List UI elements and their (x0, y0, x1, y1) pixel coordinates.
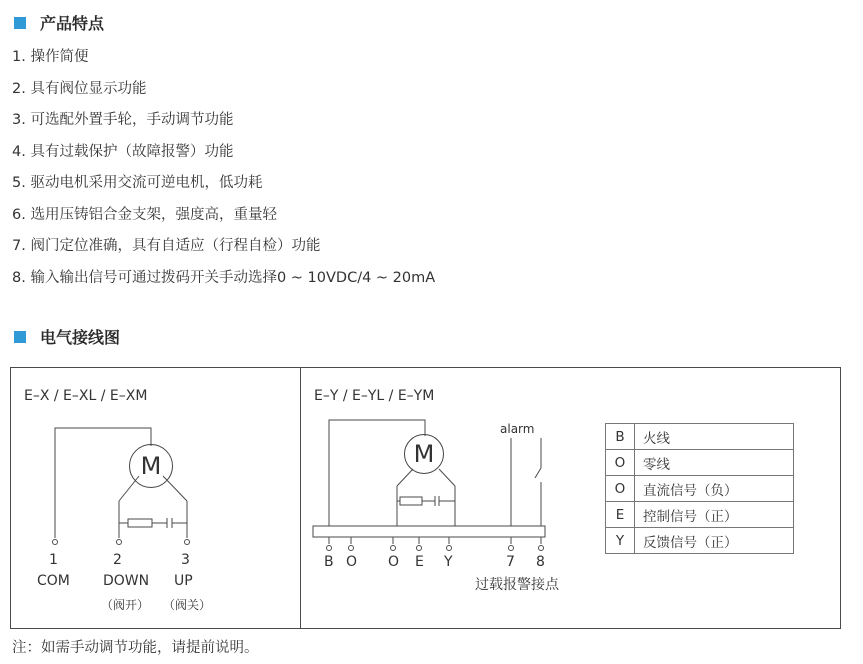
feature-item: 3. 可选配外置手轮，手动调节功能 (12, 112, 234, 128)
table-row: E 控制信号（正） (606, 502, 794, 528)
terminal-number: 3 (181, 552, 190, 568)
feature-item: 6. 选用压铸铝合金支架，强度高，重量轻 (12, 206, 277, 223)
signal-table (605, 423, 794, 554)
features-list (12, 42, 435, 294)
motor-symbol: M (129, 444, 173, 488)
features-heading: 产品特点 (14, 11, 104, 34)
terminal-label: UP (174, 573, 193, 589)
alarm-caption: 过载报警接点 (475, 577, 559, 593)
motor-symbol: M (404, 434, 444, 474)
terminal-label: O (346, 554, 358, 570)
table-row: O 直流信号（负） (606, 476, 794, 502)
feature-item: 1. 操作简便 (12, 49, 89, 65)
right-panel-title: E–Y / E–YL / E–YM (314, 388, 435, 404)
terminal-label: E (415, 554, 424, 570)
terminal-label: COM (37, 573, 70, 589)
table-row: Y 反馈信号（正） (606, 528, 794, 554)
terminal-label: O (388, 554, 400, 570)
table-row: B 火线 (606, 424, 794, 450)
feature-item: 4. 具有过载保护（故障报警）功能 (12, 143, 234, 160)
terminal-number: 2 (113, 552, 122, 568)
terminal-number: 1 (49, 552, 58, 568)
terminal-label: Y (444, 554, 453, 570)
terminal-sublabel: （阀关） (163, 598, 212, 612)
left-panel-title: E–X / E–XL / E–XM (24, 388, 148, 404)
wiring-diagram (10, 367, 841, 629)
blue-square-icon (14, 331, 26, 343)
alarm-label: alarm (500, 422, 535, 436)
footnote: 注：如需手动调节功能，请提前说明。 (12, 640, 259, 656)
wiring-heading: 电气接线图 (14, 325, 120, 348)
feature-item: 2. 具有阀位显示功能 (12, 80, 147, 97)
terminal-label: DOWN (103, 573, 150, 589)
feature-item: 7. 阀门定位准确，具有自适应（行程自检）功能 (12, 238, 321, 254)
table-row: O 零线 (606, 450, 794, 476)
terminal-label: B (324, 554, 334, 570)
feature-item: 8. 输入输出信号可通过拨码开关手动选择0 ~ 10VDC/4 ~ 20mA (12, 269, 436, 286)
terminal-number: 8 (536, 554, 545, 570)
terminal-number: 7 (506, 554, 515, 570)
blue-square-icon (14, 17, 26, 29)
feature-item: 5. 驱动电机采用交流可逆电机，低功耗 (12, 175, 263, 191)
terminal-sublabel: （阀开） (101, 598, 150, 612)
